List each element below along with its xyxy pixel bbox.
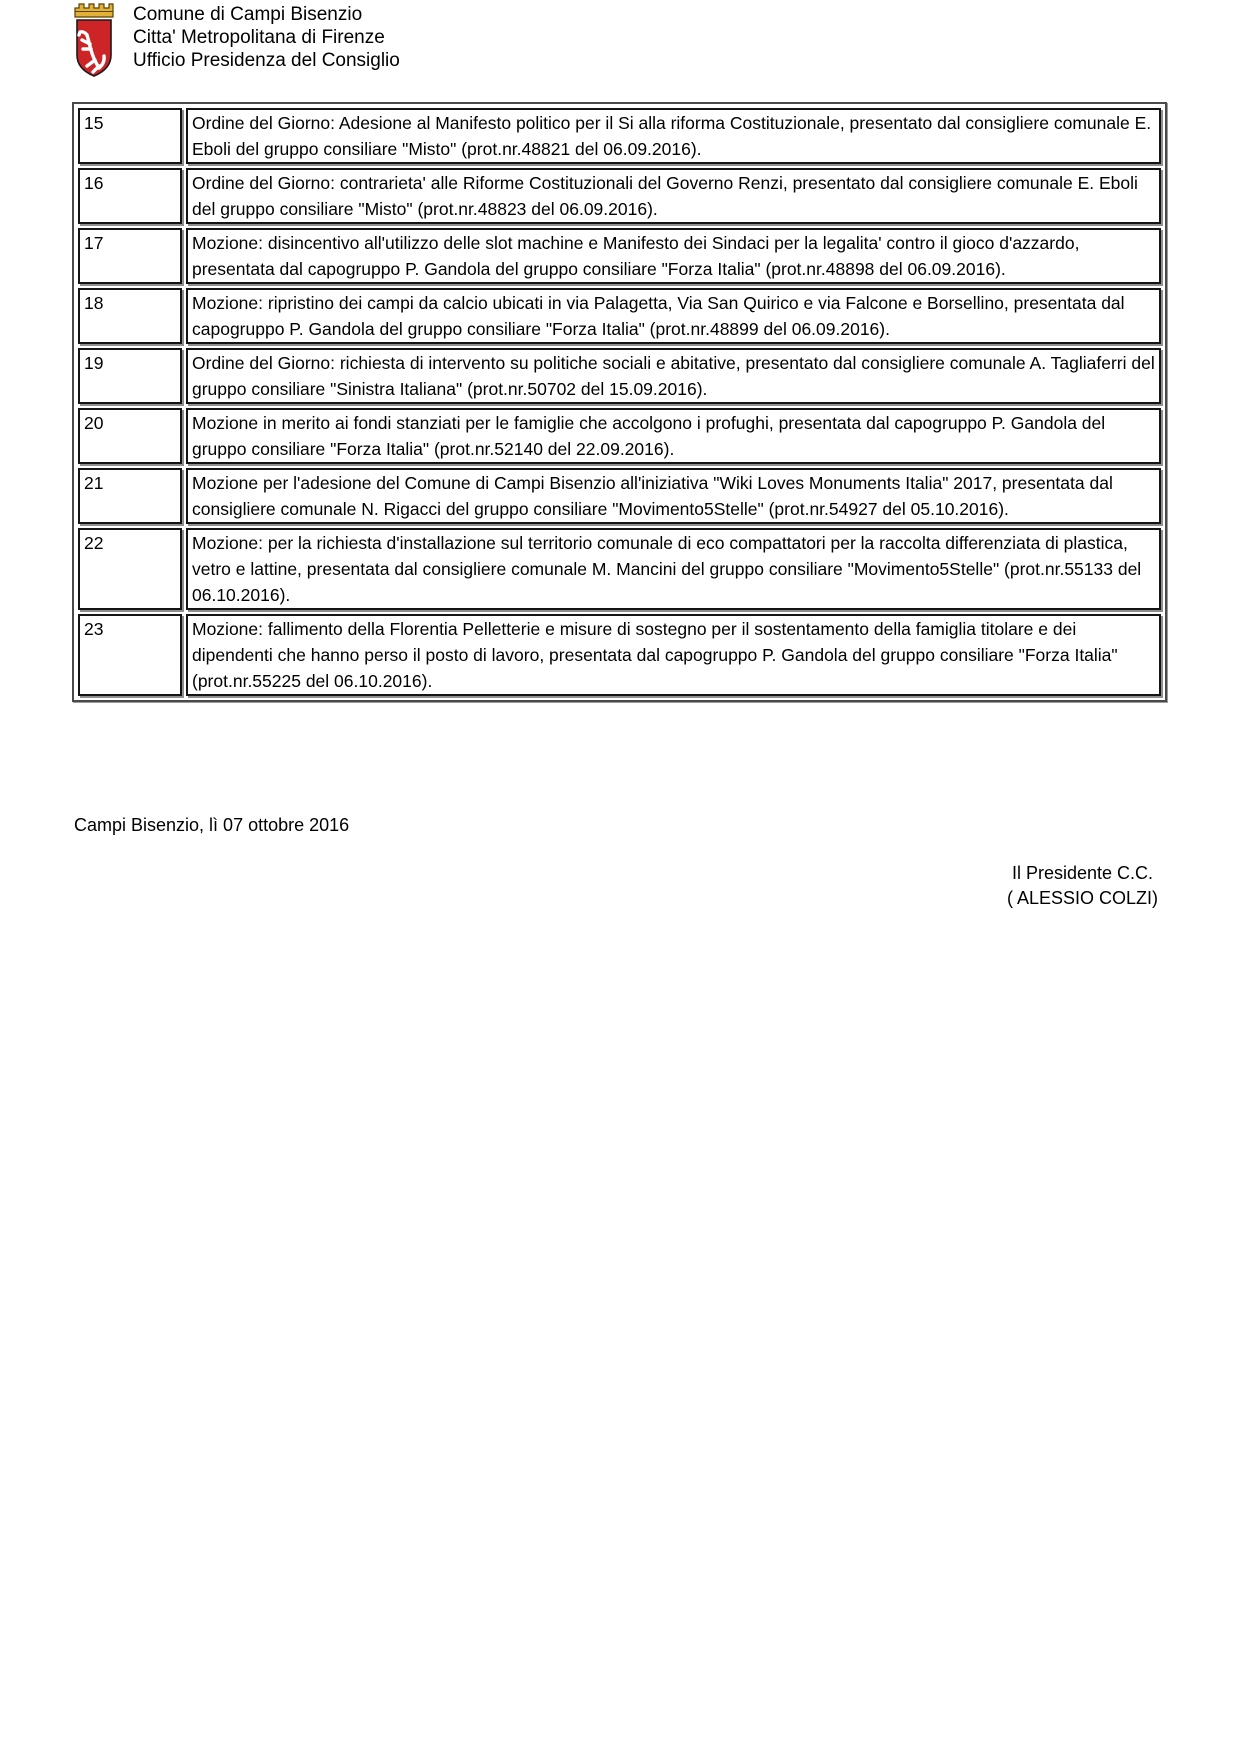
coat-of-arms-icon [68, 2, 120, 82]
signature-name: ( ALESSIO COLZI) [1006, 888, 1158, 908]
row-description-cell: Mozione in merito ai fondi stanziati per le famiglie che accolgono i profughi, presentata dal capogruppo P. Gandola del gruppo consiliare "Forza Italia" (prot.nr.52140 del 22.09.2016). [186, 408, 1161, 464]
org-name: Comune di Campi Bisenzio [133, 4, 363, 25]
row-number-cell: 23 [78, 614, 182, 696]
docket-table-body [78, 108, 1161, 696]
table-row [78, 288, 1161, 344]
table-row [78, 614, 1161, 696]
row-number-cell: 21 [78, 468, 182, 524]
row-number-cell: 20 [78, 408, 182, 464]
place-date-line: Campi Bisenzio, lì 07 ottobre 2016 [74, 815, 350, 835]
table-row [78, 408, 1161, 464]
row-description-cell: Ordine del Giorno: contrarieta' alle Riforme Costituzionali del Governo Renzi, presentato dal consigliere comunale E. Eboli del gruppo consiliare "Misto" (prot.nr.48823 del 06.09.2016). [186, 168, 1161, 224]
signature-title: Il Presidente C.C. [1011, 863, 1153, 883]
org-identity [133, 2, 400, 72]
document-header [0, 0, 1240, 82]
table-row [78, 228, 1161, 284]
row-description-cell: Mozione: ripristino dei campi da calcio ubicati in via Palagetta, Via San Quirico e via Falcone e Borsellino, presentata dal capogruppo P. Gandola del gruppo consiliare "Forza Italia" (prot.nr.48899 del 06.09.2016). [186, 288, 1161, 344]
row-description-cell: Mozione: per la richiesta d'installazione sul territorio comunale di eco compattatori per la raccolta differenziata di plastica, vetro e lattine, presentata dal consigliere comunale M. Mancini del gruppo consiliare "Movimento5Stelle" (prot.nr.55133 del 06.10.2016). [186, 528, 1161, 610]
row-number-cell: 16 [78, 168, 182, 224]
row-number-cell: 17 [78, 228, 182, 284]
row-description-cell: Ordine del Giorno: Adesione al Manifesto politico per il Si alla riforma Costituzionale, presentato dal consigliere comunale E. Eboli del gruppo consiliare "Misto" (prot.nr.48821 del 06.09.2016). [186, 108, 1161, 164]
row-number-cell: 19 [78, 348, 182, 404]
row-number-cell: 22 [78, 528, 182, 610]
table-row [78, 168, 1161, 224]
org-office: Ufficio Presidenza del Consiglio [133, 50, 400, 71]
row-description-cell: Ordine del Giorno: richiesta di intervento su politiche sociali e abitative, presentato dal consigliere comunale A. Tagliaferri del gruppo consiliare "Sinistra Italiana" (prot.nr.50702 del 15.09.2016). [186, 348, 1161, 404]
row-number-cell: 15 [78, 108, 182, 164]
row-description-cell: Mozione: disincentivo all'utilizzo delle slot machine e Manifesto dei Sindaci per la legalita' contro il gioco d'azzardo, presentata dal capogruppo P. Gandola del gruppo consiliare "Forza Italia" (prot.nr.48898 del 06.09.2016). [186, 228, 1161, 284]
table-row [78, 468, 1161, 524]
row-number-cell: 18 [78, 288, 182, 344]
agenda-items-table [72, 102, 1167, 702]
table-row [78, 348, 1161, 404]
signature-block [1007, 861, 1158, 911]
table-row [78, 108, 1161, 164]
row-description-cell: Mozione: fallimento della Florentia Pelletterie e misure di sostegno per il sostentamento della famiglia titolare e dei dipendenti che hanno perso il posto di lavoro, presentata dal capogruppo P. Gandola del gruppo consiliare "Forza Italia" (prot.nr.55225 del 06.10.2016). [186, 614, 1161, 696]
table-row [78, 528, 1161, 610]
org-subtitle: Citta' Metropolitana di Firenze [133, 27, 385, 48]
row-description-cell: Mozione per l'adesione del Comune di Campi Bisenzio all'iniziativa "Wiki Loves Monuments Italia" 2017, presentata dal consigliere comunale N. Rigacci del gruppo consiliare "Movimento5Stelle" (prot.nr.54927 del 05.10.2016). [186, 468, 1161, 524]
